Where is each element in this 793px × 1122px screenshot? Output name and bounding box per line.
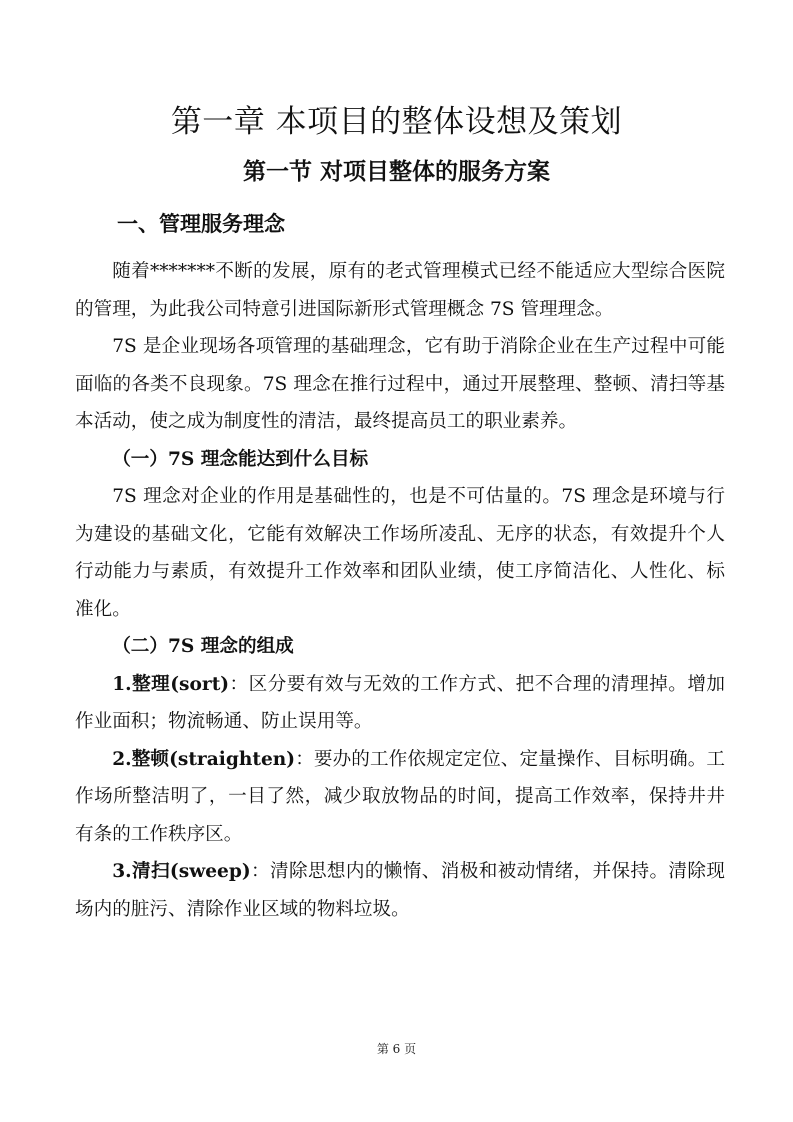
paragraph-goals: 7S 理念对企业的作用是基础性的，也是不可估量的。7S 理念是环境与行为建设的基础文化，它能有效解决工作场所凌乱、无序的状态，有效提升个人行动能力与素质，有效提升工作效率和团队业绩，使工序简洁化、人性化、标准化。 [75, 486, 725, 620]
paragraph-intro: 随着*******不断的发展，原有的老式管理模式已经不能适应大型综合医院的管理，为此我公司特意引进国际新形式管理概念 7S 管理理念。 [75, 261, 725, 320]
list-item-sort [75, 666, 725, 741]
body-text [75, 253, 725, 928]
text-sweep: ：清除思想内的懒惰、消极和被动情绪，并保持。清除现场内的脏污、清除作业区域的物料垃圾。 [75, 861, 725, 920]
term-straighten: 2.整顿(straighten) [112, 748, 296, 770]
chapter-title: 第一章 本项目的整体设想及策划 [170, 104, 623, 140]
list-item-straighten [75, 741, 725, 854]
text-sort: ：区分要有效与无效的工作方式、把不合理的清理掉。增加作业面积；物流畅通、防止误用等。 [75, 673, 725, 732]
paragraph-7s-definition: 7S 是企业现场各项管理的基础理念，它有助于消除企业在生产过程中可能面临的各类不良现象。7S 理念在推行过程中，通过开展整理、整顿、清扫等基本活动，使之成为制度性的清洁，最终提高员工的职业素养。 [75, 336, 725, 432]
page-number: 第 6 页 [376, 1042, 417, 1056]
heading-management-concept: 一、管理服务理念 [117, 212, 285, 236]
section-title: 第一节 对项目整体的服务方案 [242, 159, 550, 185]
subheading-composition: （二）7S 理念的组成 [112, 636, 294, 657]
list-item-sweep [75, 853, 725, 928]
text-straighten: ：要办的工作依规定定位、定量操作、目标明确。工作场所整洁明了，一目了然，减少取放物品的时间，提高工作效率，保持井井有条的工作秩序区。 [75, 748, 725, 845]
term-sort: 1.整理(sort) [112, 673, 230, 695]
term-sweep: 3.清扫(sweep) [112, 861, 251, 882]
subheading-goals: （一）7S 理念能达到什么目标 [112, 448, 369, 470]
